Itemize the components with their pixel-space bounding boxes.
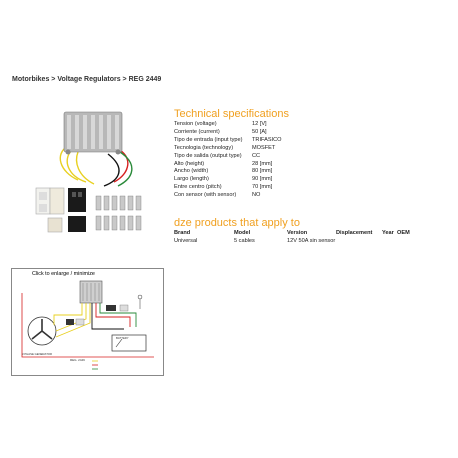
apply-header: Displacement — [336, 230, 373, 236]
breadcrumb — [12, 76, 161, 83]
spec-label: Tension (voltage) — [174, 121, 217, 127]
breadcrumb-motorbikes[interactable]: Motorbikes — [12, 76, 50, 83]
crimp-terminal-set — [96, 196, 141, 230]
spec-row — [174, 184, 282, 192]
spec-label: Alto (height) — [174, 160, 205, 167]
apply-header: Model — [234, 230, 251, 236]
spec-value: 70 [mm] — [252, 184, 273, 191]
spec-label: Corriente (current) — [174, 128, 220, 135]
spec-row — [174, 192, 282, 200]
spec-label: Con sensor (with sensor) — [174, 192, 237, 199]
apply-table — [174, 229, 410, 245]
breadcrumb-current: REG 2449 — [128, 76, 162, 83]
spec-label: Largo (length) — [174, 176, 209, 183]
spec-label: Entre centro (pitch) — [174, 184, 222, 191]
spec-row — [174, 145, 282, 153]
spec-value: 50 [A] — [252, 128, 267, 135]
apply-header: Year — [382, 230, 394, 236]
apply-cell-year — [382, 237, 397, 245]
spec-value: CC — [252, 152, 261, 159]
apply-header: OEM — [397, 230, 410, 236]
spec-row — [174, 161, 282, 169]
apply-title: dze products that apply to — [174, 217, 300, 229]
breadcrumb-separator: > — [49, 76, 58, 83]
connector-housing-black — [68, 188, 86, 232]
spec-value: 12 [V] — [252, 121, 267, 127]
breadcrumb-separator: > — [120, 76, 129, 83]
connector-housing-white — [36, 188, 64, 232]
spec-row — [174, 121, 282, 129]
apply-cell-model: 5 cables — [234, 238, 255, 244]
spec-label: Tecnologia (technology) — [174, 144, 234, 151]
spec-label: Tipo de salida (output type) — [174, 152, 242, 159]
spec-value: 90 [mm] — [252, 176, 273, 183]
apply-cell-brand: Universal — [174, 238, 198, 244]
spec-row — [174, 137, 282, 145]
table-row[interactable] — [174, 237, 410, 245]
apply-header-row — [174, 229, 410, 237]
spec-row — [174, 176, 282, 184]
spec-label: Ancho (width) — [174, 168, 209, 175]
apply-header: Version — [287, 230, 308, 236]
apply-header: Brand — [174, 230, 191, 236]
spec-label: Tipo de entrada (input type) — [174, 136, 243, 143]
spec-value: 80 [mm] — [252, 168, 273, 175]
spec-row — [174, 168, 282, 176]
wiring-diagram[interactable] — [11, 268, 164, 376]
diagram-caption-regulator: REG. 2449 — [70, 358, 85, 362]
spec-value: 28 [mm] — [252, 160, 273, 167]
enlarge-toggle[interactable]: Click to enlarge / minimize — [32, 271, 95, 277]
diagram-caption-battery: BATTERY — [116, 336, 129, 340]
apply-cell-version: 12V 50A sin sensor — [287, 238, 336, 244]
spec-value: NO — [252, 192, 261, 199]
spec-value: TRIFASICO — [252, 136, 282, 143]
spec-value: MOSFET — [252, 144, 276, 151]
spec-row — [174, 153, 282, 161]
product-photo[interactable] — [34, 98, 162, 236]
spec-row — [174, 129, 282, 137]
regulator-heatsink — [64, 112, 122, 155]
specs-table — [174, 121, 282, 200]
apply-cell-oem — [397, 237, 410, 245]
wiring-diagram-icon — [12, 269, 163, 375]
specs-title: Technical specifications — [174, 108, 289, 120]
diagram-caption-generator: 3 PHASE GENERATOR — [22, 352, 53, 356]
breadcrumb-voltage-regulators[interactable]: Voltage Regulators — [57, 76, 121, 83]
